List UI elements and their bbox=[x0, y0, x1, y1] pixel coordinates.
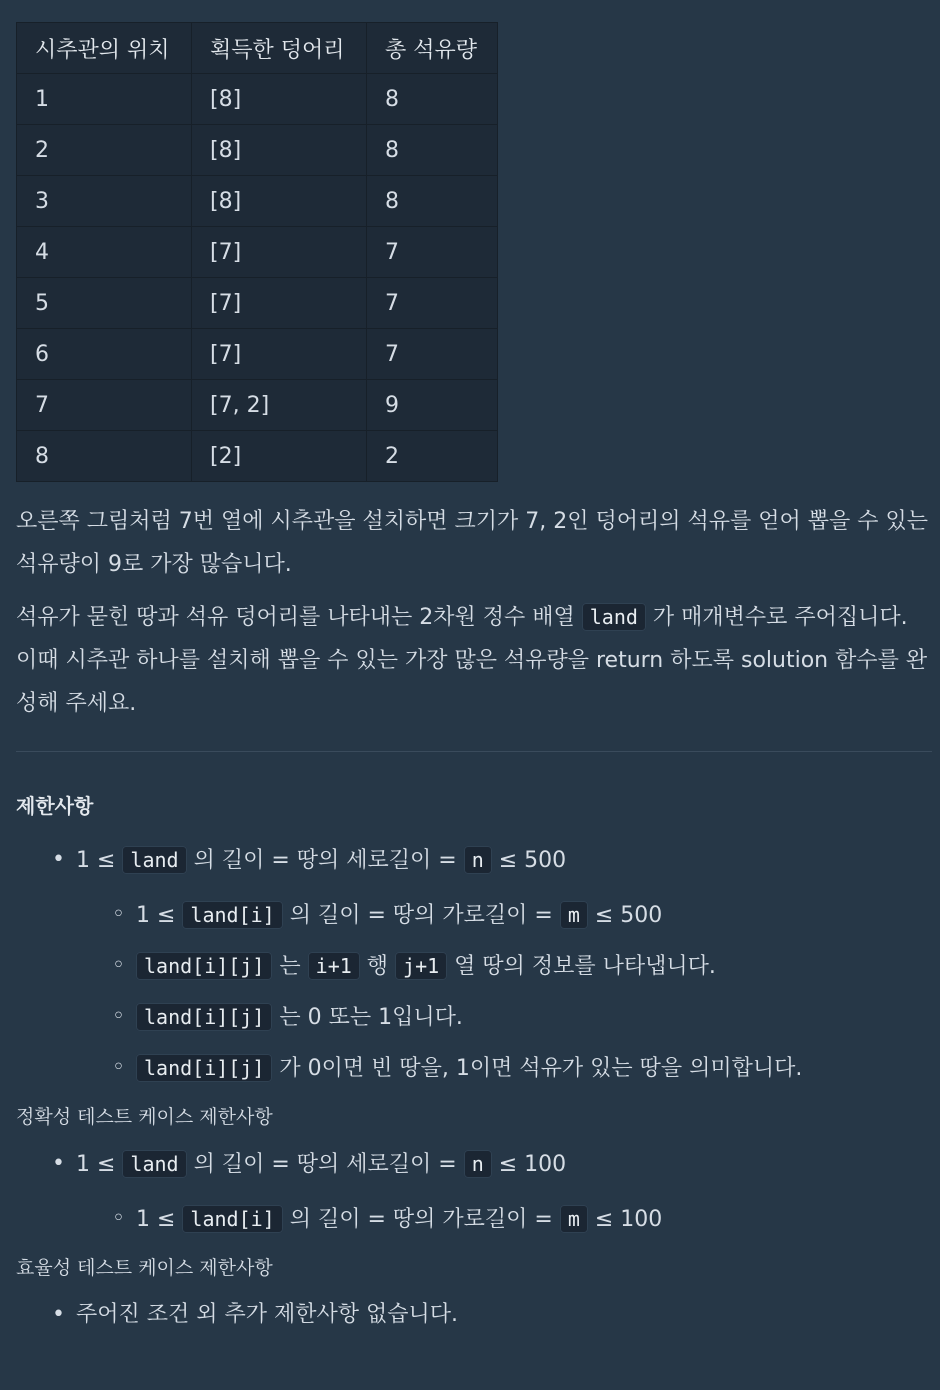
efficiency-item: • 주어진 조건 외 추가 제한사항 없습니다. bbox=[16, 1288, 940, 1342]
constraint-cell-values bbox=[16, 992, 940, 1043]
table-row bbox=[17, 380, 498, 431]
table-row bbox=[17, 227, 498, 278]
inline-code: land[i][j] bbox=[136, 1054, 272, 1082]
table-cell: [2] bbox=[192, 431, 367, 482]
table-cell: [8] bbox=[192, 125, 367, 176]
constraint-text: 가 0이면 빈 땅을, 1이면 석유가 있는 땅을 의미합니다. bbox=[272, 1056, 803, 1081]
table-cell: 7 bbox=[367, 227, 498, 278]
column-header-position: 시추관의 위치 bbox=[17, 23, 192, 74]
inline-code: n bbox=[464, 846, 492, 874]
inline-code: land[i] bbox=[182, 1205, 282, 1233]
column-header-chunks: 획득한 덩어리 bbox=[192, 23, 367, 74]
table-cell: 9 bbox=[367, 380, 498, 431]
constraints-sublist bbox=[76, 890, 940, 1094]
inline-code-land: land bbox=[582, 603, 646, 631]
accuracy-list bbox=[16, 1137, 940, 1245]
table-cell: 8 bbox=[367, 74, 498, 125]
efficiency-heading: 효율성 테스트 케이스 제한사항 bbox=[16, 1257, 273, 1279]
constraint-text: 행 bbox=[359, 954, 396, 979]
table-cell: 7 bbox=[17, 380, 192, 431]
table-cell: [7, 2] bbox=[192, 380, 367, 431]
task-text-before: 석유가 묻힌 땅과 석유 덩어리를 나타내는 2차원 정수 배열 bbox=[16, 605, 582, 630]
table-row bbox=[17, 278, 498, 329]
constraint-cell-meaning bbox=[16, 941, 940, 992]
inline-code: land[i][j] bbox=[136, 1003, 272, 1031]
table-cell: 4 bbox=[17, 227, 192, 278]
constraints-heading: 제한사항 bbox=[16, 794, 94, 818]
column-header-total: 총 석유량 bbox=[367, 23, 498, 74]
table-cell: 6 bbox=[17, 329, 192, 380]
constraint-text: ≤ 100 bbox=[491, 1152, 567, 1177]
inline-code: j+1 bbox=[395, 952, 447, 980]
result-table bbox=[16, 22, 498, 482]
constraint-text: 1 ≤ bbox=[76, 1152, 123, 1177]
inline-code: land[i][j] bbox=[136, 952, 272, 980]
table-cell: 8 bbox=[367, 125, 498, 176]
constraint-cols bbox=[16, 890, 940, 941]
section-divider bbox=[16, 751, 932, 752]
table-cell: [8] bbox=[192, 176, 367, 227]
constraint-cell-oil bbox=[16, 1043, 940, 1094]
table-cell: [7] bbox=[192, 278, 367, 329]
efficiency-list bbox=[16, 1288, 940, 1342]
inline-code: m bbox=[560, 1205, 588, 1233]
inline-code: n bbox=[464, 1150, 492, 1178]
paragraph-task bbox=[16, 596, 934, 725]
constraints-list bbox=[16, 833, 940, 1094]
table-row bbox=[17, 74, 498, 125]
accuracy-sublist bbox=[76, 1194, 940, 1245]
accuracy-heading: 정확성 테스트 케이스 제한사항 bbox=[16, 1106, 273, 1128]
constraint-text: 의 길이 = 땅의 가로길이 = bbox=[282, 903, 560, 928]
table-cell: 2 bbox=[367, 431, 498, 482]
table-row bbox=[17, 176, 498, 227]
inline-code: land bbox=[122, 1150, 186, 1178]
constraint-text: 의 길이 = 땅의 가로길이 = bbox=[282, 1207, 560, 1232]
inline-code: i+1 bbox=[308, 952, 360, 980]
constraint-text: 의 길이 = 땅의 세로길이 = bbox=[186, 848, 464, 873]
table-cell: 2 bbox=[17, 125, 192, 176]
constraint-text: 는 bbox=[272, 954, 308, 979]
constraint-text: ≤ 500 bbox=[587, 903, 663, 928]
constraint-text: ≤ 100 bbox=[587, 1207, 663, 1232]
table-cell: 8 bbox=[367, 176, 498, 227]
table-cell: 3 bbox=[17, 176, 192, 227]
table-cell: [7] bbox=[192, 329, 367, 380]
accuracy-rows bbox=[16, 1137, 940, 1245]
table-row bbox=[17, 431, 498, 482]
constraint-text: 열 땅의 정보를 나타냅니다. bbox=[447, 954, 716, 979]
table-cell: 1 bbox=[17, 74, 192, 125]
table-cell: 7 bbox=[367, 278, 498, 329]
accuracy-cols bbox=[16, 1194, 940, 1245]
table-row bbox=[17, 329, 498, 380]
paragraph-result-explanation: 오른쪽 그림처럼 7번 열에 시추관을 설치하면 크기가 7, 2인 덩어리의 석유를 얻어 뽑을 수 있는 석유량이 9로 가장 많습니다. bbox=[16, 509, 928, 577]
constraint-text: 1 ≤ bbox=[136, 1207, 183, 1232]
constraint-text: 의 길이 = 땅의 세로길이 = bbox=[186, 1152, 464, 1177]
table-header-row bbox=[17, 23, 498, 74]
task-text-after: 가 매개변수로 주어집니다. 이때 시추관 하나를 설치해 뽑을 수 있는 가장 많은 석유량을 return 하도록 solution 함수를 완성해 주세요. bbox=[16, 605, 928, 716]
table-cell: 7 bbox=[367, 329, 498, 380]
table-body bbox=[17, 74, 498, 482]
inline-code: land bbox=[122, 846, 186, 874]
table-cell: [8] bbox=[192, 74, 367, 125]
table-row bbox=[17, 125, 498, 176]
table-cell: 5 bbox=[17, 278, 192, 329]
constraint-text: 는 0 또는 1입니다. bbox=[272, 1005, 463, 1030]
constraint-text: ≤ 500 bbox=[491, 848, 567, 873]
constraint-rows bbox=[16, 833, 940, 1094]
inline-code: m bbox=[560, 901, 588, 929]
table-cell: 8 bbox=[17, 431, 192, 482]
inline-code: land[i] bbox=[182, 901, 282, 929]
table-cell: [7] bbox=[192, 227, 367, 278]
constraint-text: 1 ≤ bbox=[76, 848, 123, 873]
constraint-text: 1 ≤ bbox=[136, 903, 183, 928]
